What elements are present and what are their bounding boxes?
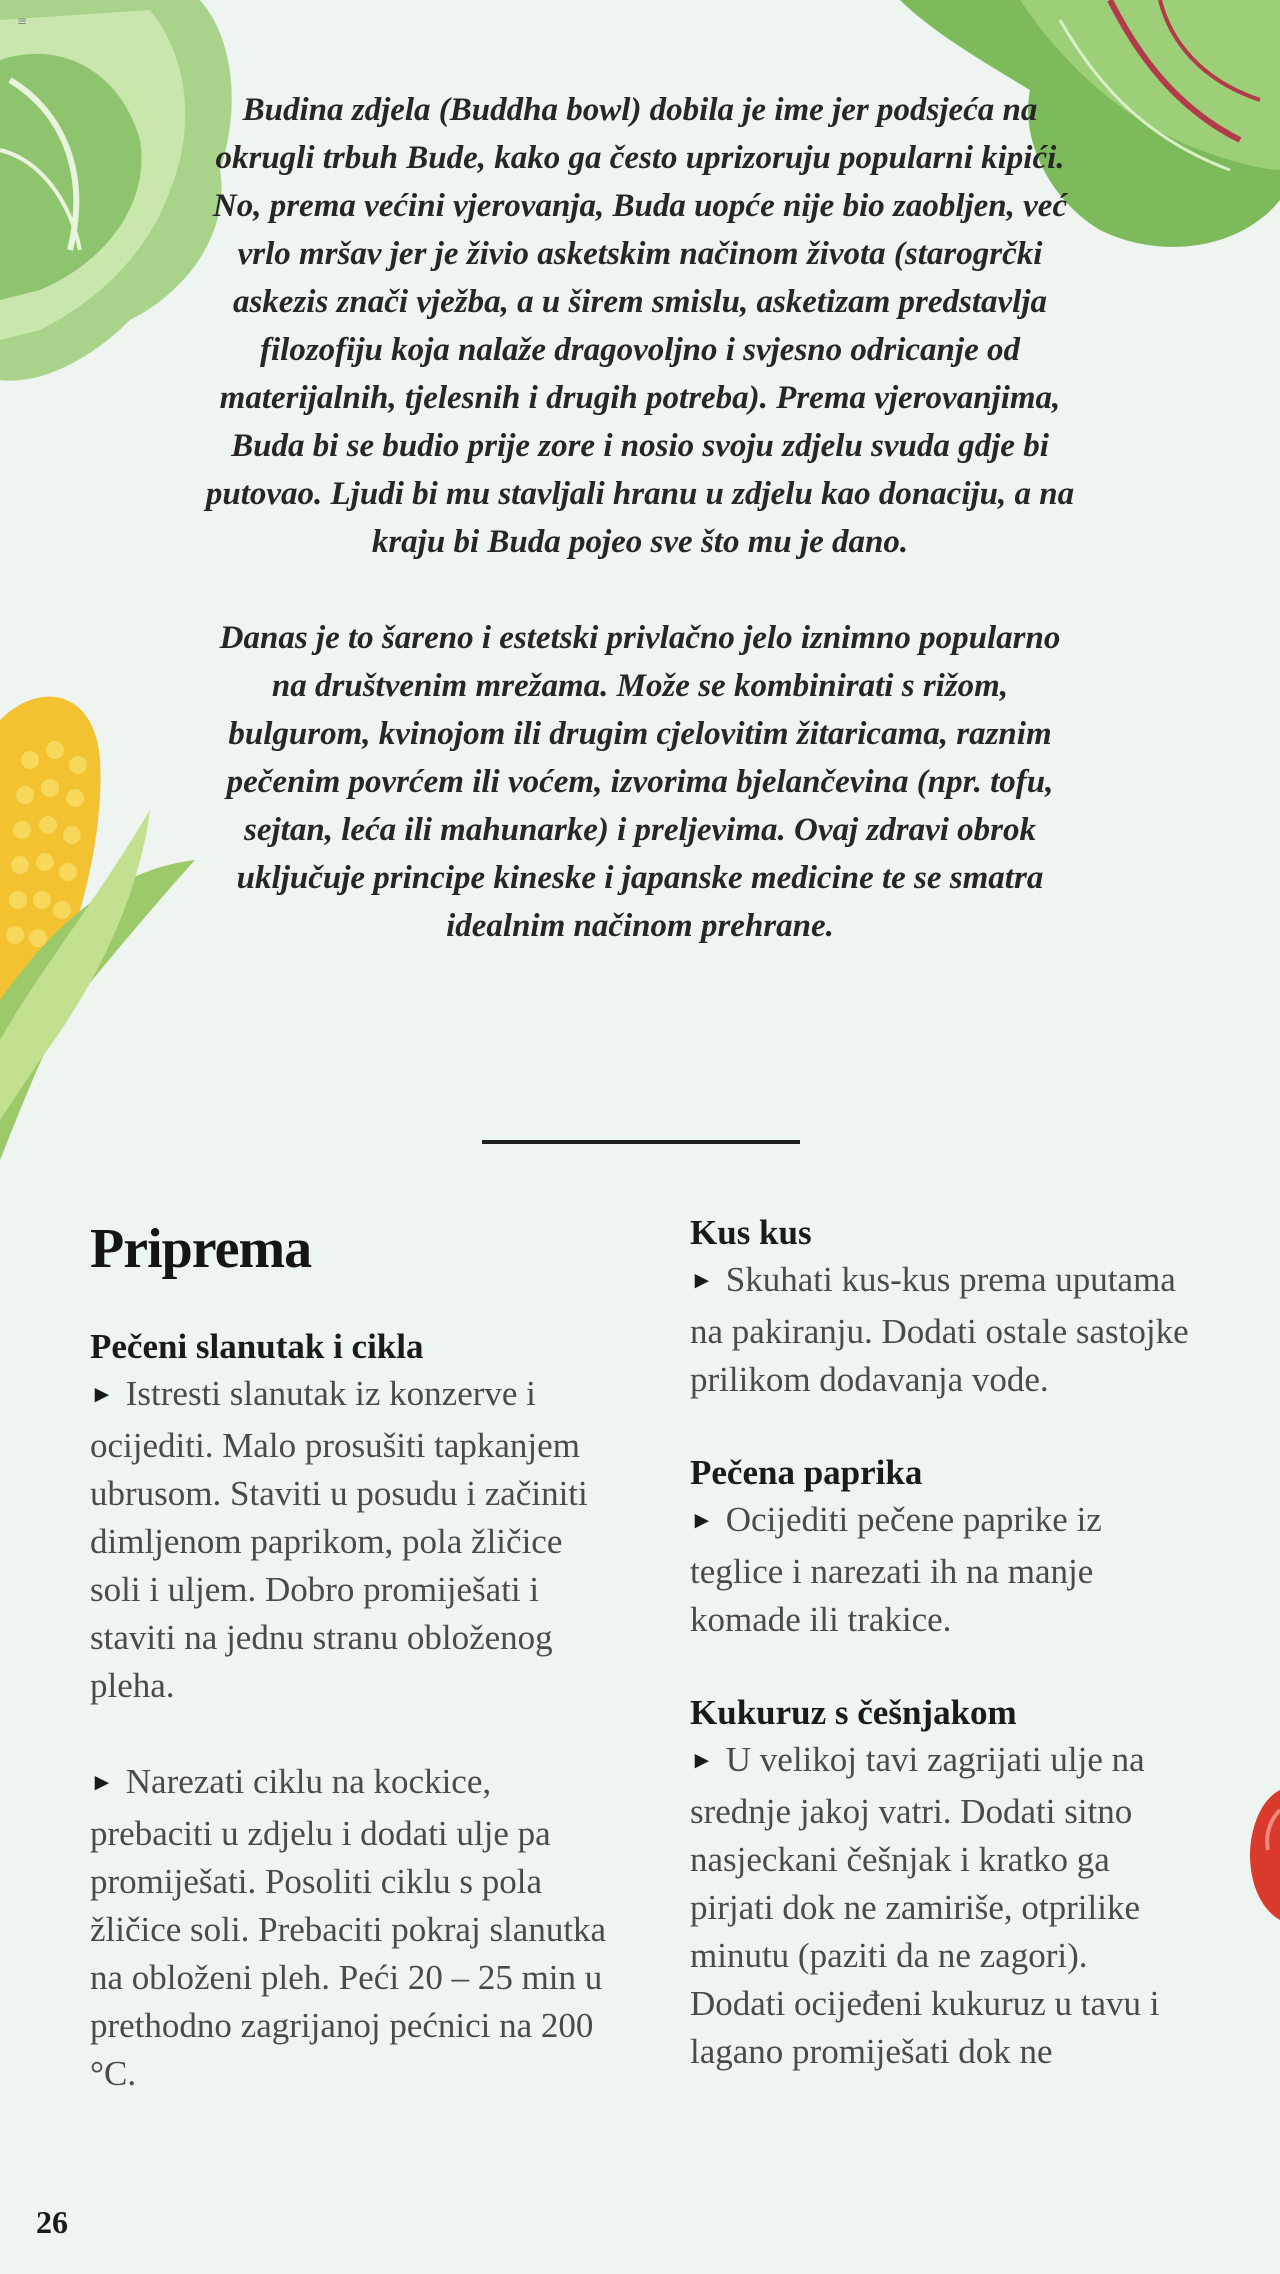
page-title: Priprema (90, 1218, 312, 1280)
section-couscous (690, 1210, 1190, 1404)
step-paragraph (90, 1758, 610, 2098)
step-text: Skuhati kus-kus prema uputama na pakiranju. Dodati ostale sastojke prilikom dodavanja vode. (690, 1260, 1189, 1399)
page-number: 26 (36, 2204, 68, 2240)
tomato-illustration (1250, 1790, 1280, 1920)
left-column (90, 1210, 610, 2098)
step-paragraph (690, 1256, 1190, 1404)
section-title: Kus kus (690, 1213, 812, 1252)
bullet-arrow-icon: ► (690, 1508, 714, 1534)
step-text: Ocijediti pečene paprike iz teglice i narezati ih na manje komade ili trakice. (690, 1500, 1102, 1639)
step-paragraph (690, 1496, 1190, 1644)
intro-paragraph-1: Budina zdjela (Buddha bowl) dobila je ime jer podsjeća na okrugli trbuh Bude, kako ga često uprizoruju popularni kipići. No, prema većini vjerovanja, Buda uopće nije bio zaobljen, već vrlo mršav jer je živio asketskim načinom života (starogrčki askezis znači vježba, a u širem smislu, asketizam predstavlja filozofiju koja nalaže dragovoljno i svjesno odricanje od materijalnih, tjelesnih i drugih potreba). Prema vjerovanjima, Buda bi se budio prije zore i nosio svoju zdjelu svuda gdje bi putovao. Ljudi bi mu stavljali hranu u zdjelu kao donaciju, a na kraju bi Buda pojeo sve što mu je dano. (205, 92, 1075, 560)
intro-text (200, 86, 1080, 950)
bullet-arrow-icon: ► (90, 1382, 114, 1408)
bullet-arrow-icon: ► (690, 1268, 714, 1294)
section-title: Pečena paprika (690, 1453, 923, 1492)
section-title: Kukuruz s češnjakom (690, 1693, 1017, 1732)
bullet-arrow-icon: ► (690, 1748, 714, 1774)
step-paragraph (690, 1736, 1190, 2076)
bullet-arrow-icon: ► (90, 1770, 114, 1796)
right-column (690, 1210, 1190, 2076)
corn-illustration (0, 680, 200, 1170)
section-divider (482, 1140, 800, 1144)
step-paragraph (90, 1370, 610, 1710)
section-title-chickpea-beet: Pečeni slanutak i cikla (90, 1327, 424, 1366)
section-roasted-pepper (690, 1450, 1190, 1644)
step-text: Istresti slanutak iz konzerve i ocijediti. Malo prosušiti tapkanjem ubrusom. Staviti u posudu i začiniti dimljenom paprikom, pola žličice soli i uljem. Dobro promiješati i staviti na jednu stranu obloženog pleha. (90, 1374, 588, 1705)
step-text: Narezati ciklu na kockice, prebaciti u zdjelu i dodati ulje pa promiješati. Posoliti ciklu s pola žličice soli. Prebaciti pokraj slanutka na obloženi pleh. Peći 20 – 25 min u prethodno zagrijanoj pećnici na 200 °C. (90, 1762, 607, 2093)
section-corn-garlic (690, 1690, 1190, 2076)
corner-mark: ≡ (17, 14, 28, 28)
step-text: U velikoj tavi zagrijati ulje na srednje jakoj vatri. Dodati sitno nasjeckani češnjak i kratko ga pirjati dok ne zamiriše, otprilike minutu (paziti da ne zagori). Dodati ocijeđeni kukuruz u tavu i lagano promiješati dok ne (690, 1740, 1160, 2071)
intro-paragraph-2: Danas je to šareno i estetski privlačno jelo iznimno popularno na društvenim mrežama. Može se kombinirati s rižom, bulgurom, kvinojom ili drugim cjelovitim žitaricama, raznim pečenim povrćem ili voćem, izvorima bjelančevina (npr. tofu, sejtan, leća ili mahunarke) i preljevima. Ovaj zdravi obrok uključuje principe kineske i japanske medicine te se smatra idealnim načinom prehrane. (219, 620, 1061, 944)
